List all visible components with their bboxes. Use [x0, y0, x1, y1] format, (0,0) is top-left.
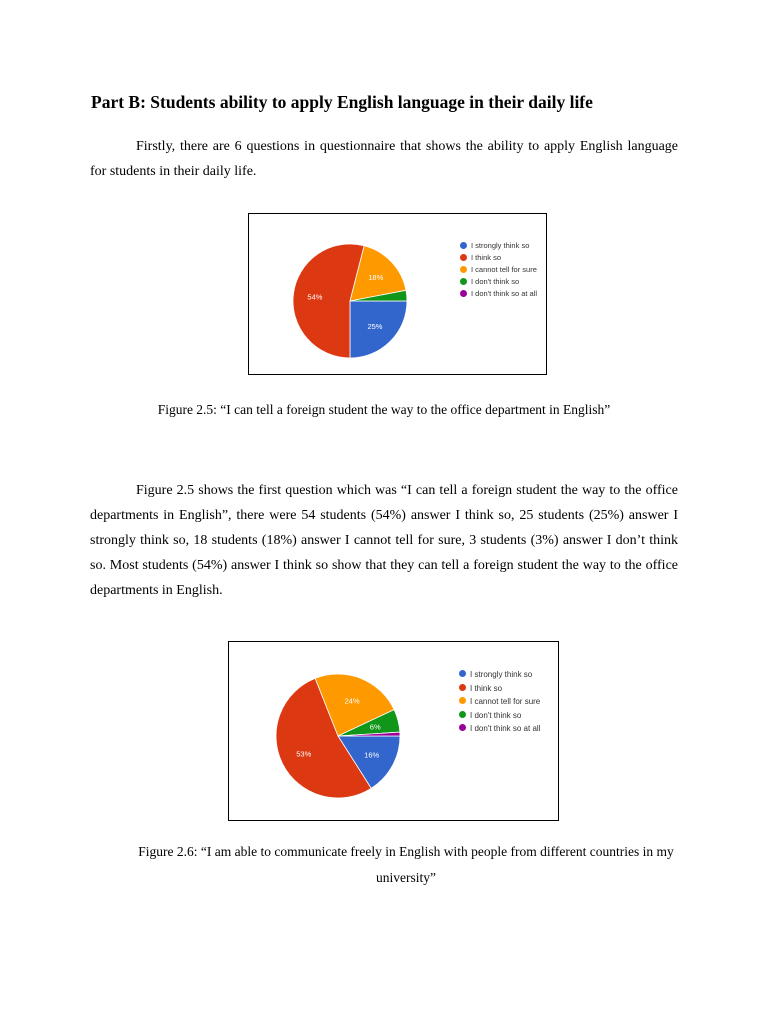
analysis-paragraph-text: Figure 2.5 shows the first question which was “I can tell a foreign student the way to the office departments in English”, there were 54 students (54%) answer I think so, 25 students (25%) answer I strongly think so, 18 students (18%) answer I cannot tell for sure, 3 students (3%) answer I don’t think so. Most students (54%) answer I think so show that they can tell a foreign student the way to the office departments in English. [90, 483, 678, 598]
legend-swatch-1-3 [459, 711, 466, 718]
slice-label-0-0: 25% [367, 321, 383, 331]
legend-item-1-3 [459, 709, 540, 723]
legend-item-1-4 [459, 722, 540, 736]
legend-item-0-1 [460, 252, 537, 264]
legend-swatch-1-2 [459, 697, 466, 704]
legend-item-1-1 [459, 682, 540, 696]
legend-2-6 [459, 668, 540, 736]
legend-label-1-4: I don't think so at all [470, 724, 541, 733]
legend-swatch-1-1 [459, 684, 466, 691]
figure-2-5-caption: Figure 2.5: “I can tell a foreign student the way to the office department in English” [157, 402, 611, 417]
analysis-paragraph [90, 478, 678, 603]
legend-item-0-0 [460, 240, 537, 252]
legend-label-1-2: I cannot tell for sure [470, 697, 541, 706]
legend-label-1-0: I strongly think so [470, 670, 533, 679]
legend-swatch-0-2 [460, 266, 467, 273]
figure-2-6-caption: Figure 2.6: “I am able to communicate freely in English with people from different countries in my university” [138, 844, 674, 885]
legend-item-1-2 [459, 695, 540, 709]
figure-2-6-chart [228, 641, 559, 821]
slice-label-0-1: 54% [307, 292, 323, 302]
slice-label-1-1: 53% [296, 749, 312, 759]
legend-label-1-3: I don't think so [470, 710, 522, 720]
legend-label-0-0: I strongly think so [471, 241, 530, 250]
slice-label-1-0: 16% [364, 750, 380, 760]
legend-label-0-3: I don't think so [471, 277, 520, 286]
intro-paragraph [90, 134, 678, 184]
slice-label-0-2: 18% [368, 272, 384, 282]
legend-item-0-3 [460, 276, 537, 288]
legend-label-0-4: I don't think so at all [471, 289, 538, 298]
legend-swatch-0-3 [460, 278, 467, 285]
legend-label-0-2: I cannot tell for sure [471, 265, 537, 274]
legend-swatch-0-0 [460, 242, 467, 249]
legend-swatch-0-1 [460, 254, 467, 261]
legend-swatch-0-4 [460, 290, 467, 297]
legend-item-0-2 [460, 264, 537, 276]
legend-item-0-4 [460, 288, 537, 300]
legend-label-0-1: I think so [471, 253, 502, 262]
slice-label-1-3: 6% [369, 722, 381, 732]
intro-paragraph-text: Firstly, there are 6 questions in questionnaire that shows the ability to apply English language for students in their daily life. [90, 139, 678, 179]
figure-2-5-chart [248, 213, 547, 375]
legend-label-1-1: I think so [470, 683, 503, 693]
section-heading: Part B: Students ability to apply English language in their daily life [91, 92, 593, 112]
slice-label-1-2: 24% [344, 696, 360, 706]
legend-swatch-1-4 [459, 724, 466, 731]
legend-2-5 [460, 240, 537, 300]
legend-item-1-0 [459, 668, 540, 682]
legend-swatch-1-0 [459, 670, 466, 677]
